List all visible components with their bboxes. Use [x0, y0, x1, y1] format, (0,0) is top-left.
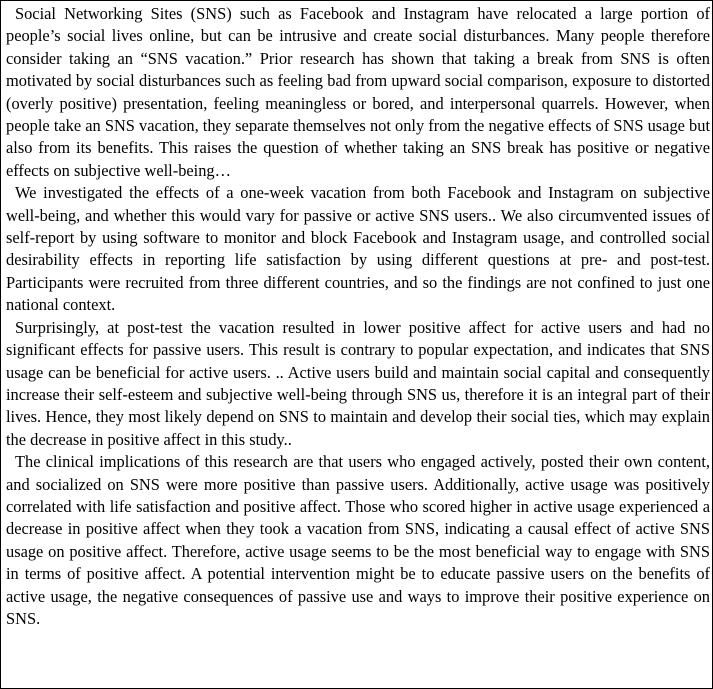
paragraph-method: We investigated the effects of a one-week vacation from both Facebook and Instagram on subjective well-being, and whether this would vary for passive or active SNS users.. We also circumvented issues of self-report by using software to monitor and block Facebook and Instagram usage, and controlled social desirability effects in reporting life satisfaction by using different questions at pre- and post-test. Participants were recruited from three different countries, and so the findings are not confined to just one national context.: [6, 183, 710, 315]
paragraph-intro: Social Networking Sites (SNS) such as Facebook and Instagram have relocated a large portion of people’s social lives online, but can be intrusive and create social disturbances. Many people therefore consider taking an “SNS vacation.” Prior research has shown that taking a break from SNS is often motivated by social disturbances such as feeling bad from upward social comparison, exposure to distorted (overly positive) presentation, feeling meaningless or bored, and interpersonal quarrels. However, when people take an SNS vacation, they separate themselves not only from the negative effects of SNS usage but also from its benefits. This raises the question of whether taking an SNS break has positive or negative effects on subjective well-being…: [6, 4, 710, 180]
paragraph-implications: The clinical implications of this research are that users who engaged actively, posted their own content, and socialized on SNS were more positive than passive users. Additionally, active usage was positively correlated with life satisfaction and positive affect. Those who scored higher in active usage experienced a decrease in positive affect when they took a vacation from SNS, indicating a causal effect of active SNS usage on positive affect. Therefore, active usage seems to be the most beneficial way to engage with SNS in terms of positive affect. A potential intervention might be to educate passive users on the benefits of active usage, the negative consequences of passive use and ways to improve their positive experience on SNS.: [6, 452, 710, 628]
document-body: [6, 3, 710, 630]
paragraph-results: Surprisingly, at post-test the vacation resulted in lower positive affect for active users and had no significant effects for passive users. This result is contrary to popular expectation, and indicates that SNS usage can be beneficial for active users. .. Active users build and maintain social capital and consequently increase their self-esteem and subjective well-being through SNS us, therefore it is an integral part of their lives. Hence, they most likely depend on SNS to maintain and develop their social ties, which may explain the decrease in positive affect in this study..: [6, 317, 710, 449]
